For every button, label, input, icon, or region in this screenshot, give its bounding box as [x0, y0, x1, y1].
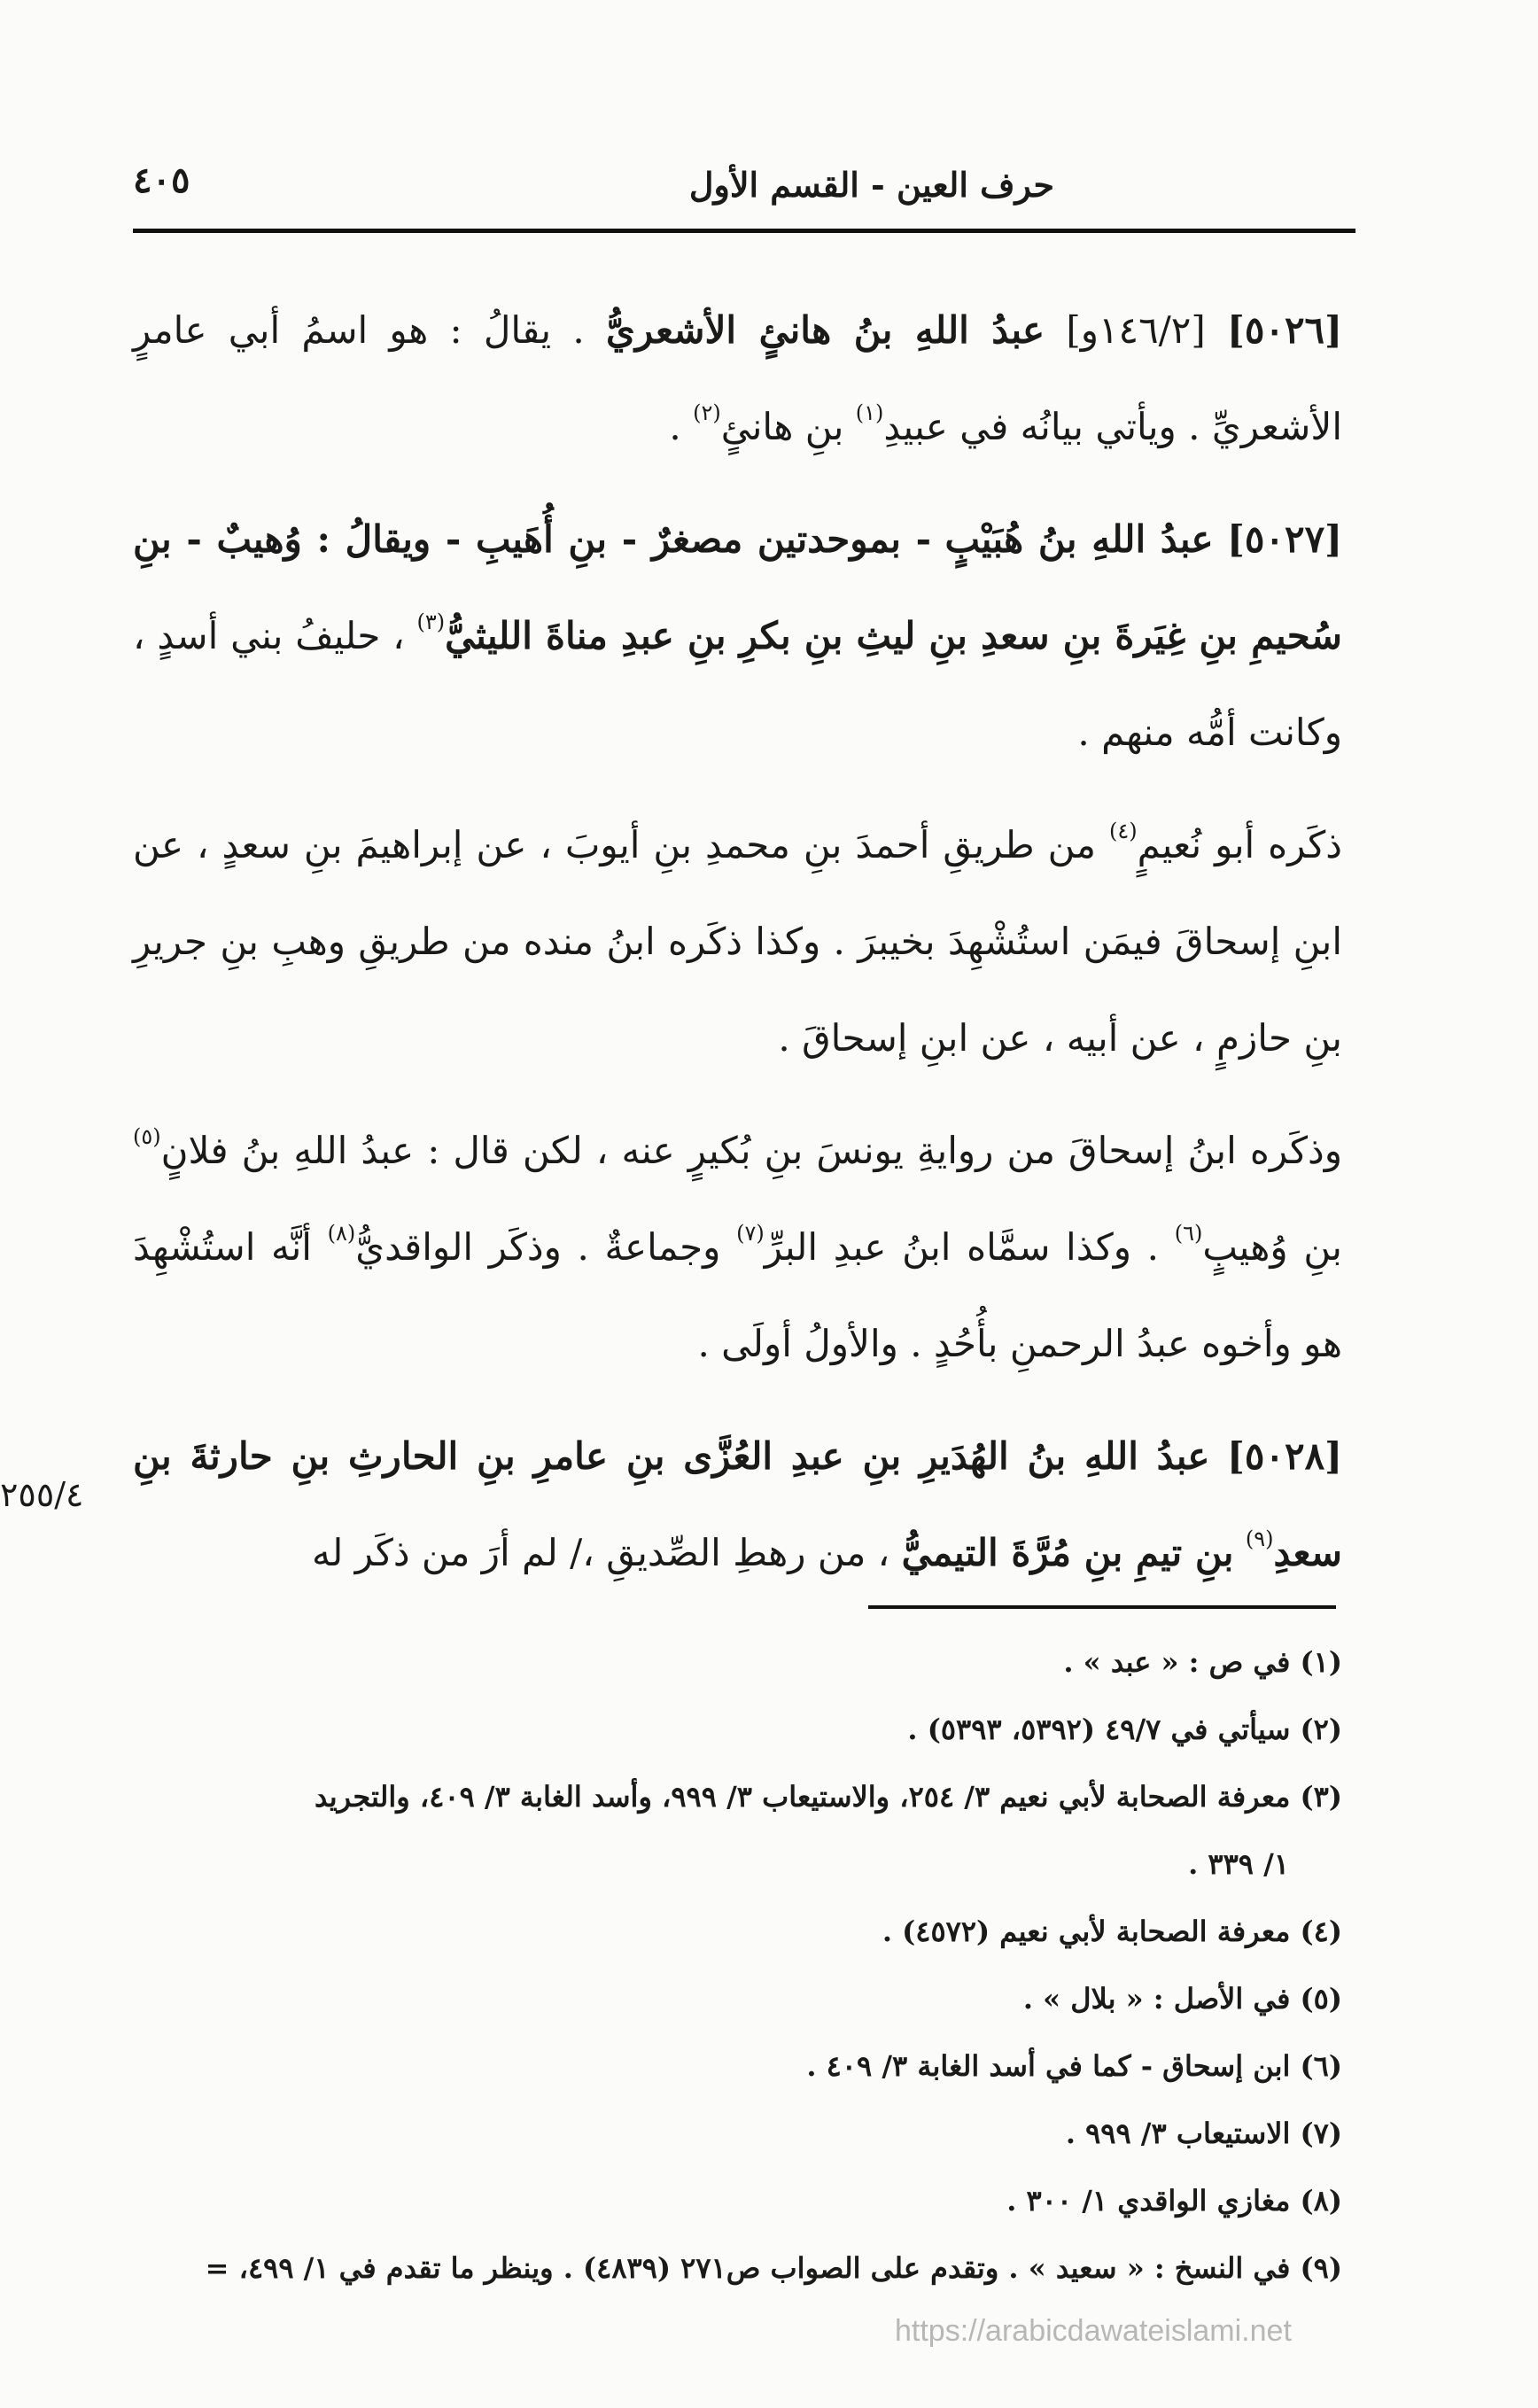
footnote-marker: (٨) [327, 1221, 356, 1246]
footnote: (٢) سيأتي في ٤٩/٧ (٥٣٩٢، ٥٣٩٣) . [907, 1713, 1342, 1746]
entry-name: بنِ تيمِ بنِ مُرَّةَ التيميُّ [901, 1531, 1234, 1574]
entry-number: [٥٠٢٦] [1227, 308, 1342, 352]
footnote-marker: (٣) [416, 610, 446, 634]
footnote-marker: (٩) [1245, 1526, 1274, 1551]
margin-volume-ref: ٢٥٥/٤ [0, 1475, 84, 1514]
footnotes [124, 1628, 1342, 2302]
paragraph-text: وجماعةٌ . وذكَر الواقديُّ [355, 1225, 721, 1269]
footnote: (٧) الاستيعاب ٣/ ٩٩٩ . [1065, 2117, 1342, 2150]
paragraph-text: من طريقِ أحمدَ بنِ محمدِ بنِ أيوبَ ، عن إبراهيمَ بنِ سعدٍ ، عن ابنِ إسحاقَ فيمَن استُشْهِدَ بخيبرَ . وكذا ذكَره ابنُ منده من طريقِ وهبِ بنِ جريرِ بنِ حازمٍ ، عن أبيه ، عن ابنِ إسحاقَ . [133, 823, 1342, 1060]
entry-5026 [133, 282, 1342, 475]
entry-text: بنِ هانئٍ [720, 405, 844, 448]
entry-lineage: - بموحدتين مصغرٌ - بنِ أُهَيبِ - ويقالُ : وُهيبٌ - بنِ سُحيمِ بنِ غِيَرةَ بنِ سعدِ بنِ ليثِ بنِ بكرِ بنِ عبدِ مناةَ الليثيُّ [133, 517, 1342, 657]
entry-number: [٥٠٢٨] [1227, 1434, 1342, 1478]
running-title: حرف العين - القسم الأول [688, 165, 1054, 205]
entry-reference: [١٤٦/٢و] [1066, 308, 1206, 352]
entry-number: [٥٠٢٧] [1227, 517, 1342, 561]
entry-text: . يقالُ : هو اسمُ أبي عامرٍ الأشعريِّ . ويأتي بيانُه في عبيدِ [133, 308, 1342, 448]
footnote-marker: (١) [855, 400, 884, 425]
paragraph [133, 796, 1342, 1086]
footnote-marker: (٦) [1174, 1221, 1203, 1246]
main-text [133, 282, 1342, 1617]
entry-text: . [669, 405, 681, 448]
footnote-marker: (٥) [133, 1124, 161, 1149]
entry-name: عبدُ اللهِ بنُ هانئٍ الأشعريُّ [605, 308, 1045, 352]
footnote-continuation: ١/ ٣٣٩ . [1188, 1847, 1289, 1881]
paragraph-text: . وكذا سمَّاه ابنُ عبدِ البرِّ [764, 1225, 1160, 1269]
footnote: (٨) مغازي الواقدي ١/ ٣٠٠ . [1006, 2184, 1342, 2218]
footnote: (٣) معرفة الصحابة لأبي نعيم ٣/ ٢٥٤، والاستيعاب ٣/ ٩٩٩، وأسد الغابة ٣/ ٤٠٩، والتجريد [314, 1780, 1342, 1814]
footnote: (٦) ابن إسحاق - كما في أسد الغابة ٣/ ٤٠٩ . [806, 2049, 1342, 2083]
footnote-rule [868, 1605, 1336, 1609]
entry-name: عبدُ اللهِ بنُ الهُدَيرِ بنِ عبدِ العُزَّى بنِ عامرِ بنِ الحارثِ بنِ حارثةَ بنِ سعدِ [133, 1434, 1342, 1574]
entry-text: ، حليفُ بني أسدٍ ، وكانت أمُّه منهم . [133, 614, 1342, 754]
header-rule [133, 229, 1355, 233]
entry-5027 [133, 491, 1342, 781]
page-header [133, 159, 1355, 213]
footnote-marker: (٧) [736, 1221, 765, 1246]
paragraph [133, 1102, 1342, 1392]
entry-5028 [133, 1408, 1342, 1601]
watermark-url: https://arabicdawateislami.net [895, 2314, 1292, 2348]
footnote-marker: (٢) [693, 400, 721, 425]
footnote: (١) في ص : « عبد » . [1063, 1645, 1342, 1679]
footnote: (٥) في الأصل : « بلال » . [1022, 1982, 1342, 2016]
paragraph-text: بنِ وُهيبٍ [1202, 1225, 1342, 1269]
entry-text: ، من رهطِ الصِّديقِ ،/ لم أرَ من ذكَر له [312, 1531, 890, 1574]
paragraph-text: أنَّه استُشْهِدَ هو وأخوه عبدُ الرحمنِ بأُحُدٍ . والأولُ أولَى . [133, 1225, 1342, 1365]
paragraph-text: وذكَره ابنُ إسحاقَ من روايةِ يونسَ بنِ بُكيرٍ عنه ، لكن قال : عبدُ اللهِ بنُ فلانٍ [160, 1129, 1342, 1172]
paragraph-text: ذكَره أبو نُعيمٍ [1137, 823, 1342, 866]
footnote-marker: (٤) [1108, 819, 1138, 843]
entry-name: عبدُ اللهِ بنُ هُبَيْبٍ [944, 517, 1214, 561]
footnote: (٩) في النسخ : « سعيد » . وتقدم على الصواب ص٢٧١ (٤٨٣٩) . وينظر ما تقدم في ١/ ٤٩٩، = [205, 2251, 1342, 2285]
page-number: ٤٠٥ [133, 159, 190, 201]
footnote: (٤) معرفة الصحابة لأبي نعيم (٤٥٧٢) . [882, 1915, 1342, 1948]
